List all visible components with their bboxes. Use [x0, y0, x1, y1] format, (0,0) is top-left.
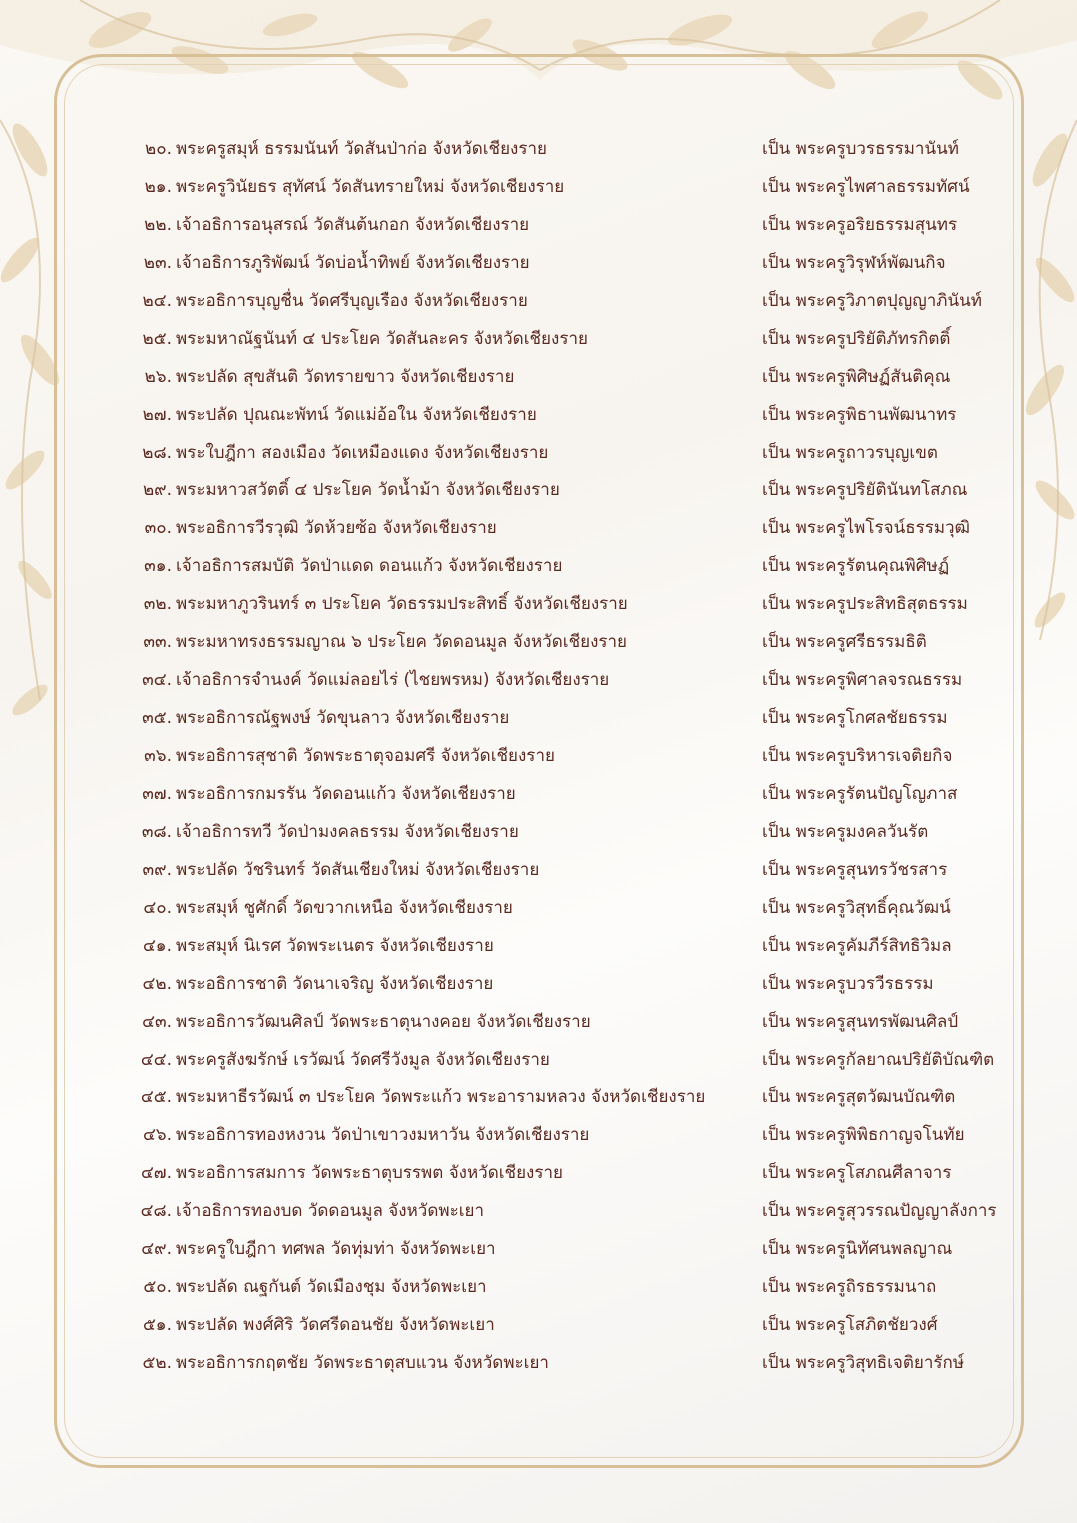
- monk-name: เจ้าอธิการสมบัติ วัดป่าแดด ดอนแก้ว จังหวัดเชียงราย: [176, 556, 563, 577]
- monk-name: พระอธิการชาติ วัดนาเจริญ จังหวัดเชียงราย: [176, 973, 494, 994]
- new-title: เป็น พระครูพิศาลจรณธรรม: [762, 670, 963, 691]
- item-number: ๒๖.: [144, 366, 172, 387]
- item-number: ๒๐.: [145, 139, 172, 159]
- list-item: [120, 320, 1000, 358]
- monk-name: พระปลัด สุขสันติ วัดทรายขาว จังหวัดเชียงราย: [176, 366, 515, 387]
- new-title: เป็น พระครูวิสุทธิเจติยารักษ์: [762, 1353, 965, 1373]
- list-item: [120, 130, 1000, 168]
- list-item: [120, 434, 1000, 472]
- list-item: [120, 965, 1000, 1003]
- monk-name: พระอธิการสมการ วัดพระธาตุบรรพต จังหวัดเชียงราย: [176, 1163, 563, 1184]
- monk-name: พระครูใบฎีกา ทศพล วัดทุ่มท่า จังหวัดพะเยา: [176, 1239, 496, 1260]
- item-number: ๓๗.: [142, 783, 172, 804]
- monk-name: พระใบฎีกา สองเมือง วัดเหมืองแดง จังหวัดเชียงราย: [176, 442, 549, 463]
- item-number: ๔๗.: [140, 1163, 172, 1184]
- item-number: ๔๘.: [140, 1201, 172, 1222]
- item-number: ๓๘.: [141, 821, 172, 842]
- item-number: ๒๙.: [142, 480, 172, 501]
- monk-name: พระมหาภูวรินทร์ ๓ ประโยค วัดธรรมประสิทธิ์ จังหวัดเชียงราย: [176, 594, 628, 615]
- new-title: เป็น พระครูสุนทรพัฒนศิลป์: [762, 1011, 959, 1032]
- list-item: [120, 851, 1000, 889]
- list-item: [120, 623, 1000, 661]
- item-number: ๔๖.: [142, 1125, 172, 1146]
- new-title: เป็น พระครูวิสุทธิ์คุณวัฒน์: [762, 897, 951, 918]
- item-number: ๕๒.: [142, 1353, 172, 1373]
- item-number: ๒๓.: [143, 252, 172, 273]
- monk-name: เจ้าอธิการภูริพัฒน์ วัดบ่อน้ำทิพย์ จังหวัดเชียงราย: [176, 252, 530, 273]
- monk-name: พระปลัด พงศ์ศิริ วัดศรีดอนชัย จังหวัดพะเยา: [176, 1315, 495, 1336]
- new-title: เป็น พระครูถาวรบุญเขต: [762, 442, 938, 463]
- item-number: ๒๘.: [142, 442, 172, 463]
- item-number: ๒๑.: [144, 176, 172, 197]
- new-title: เป็น พระครูประสิทธิสุตธรรม: [762, 594, 968, 615]
- item-number: ๔๒.: [142, 973, 172, 994]
- monk-name: พระอธิการสุชาติ วัดพระธาตุจอมศรี จังหวัดเชียงราย: [176, 746, 555, 766]
- list-item: [120, 509, 1000, 547]
- new-title: เป็น พระครูไพโรจน์ธรรมวุฒิ: [762, 518, 970, 539]
- list-item: [120, 813, 1000, 851]
- list-item: [120, 1306, 1000, 1344]
- monk-name: พระปลัด วัชรินทร์ วัดสันเชียงใหม่ จังหวัดเชียงราย: [176, 859, 540, 880]
- new-title: เป็น พระครูบริหารเจติยกิจ: [762, 746, 953, 766]
- new-title: เป็น พระครูไพศาลธรรมทัศน์: [762, 176, 970, 197]
- item-number: ๓๙.: [142, 859, 172, 880]
- new-title: เป็น พระครูศรีธรรมธิติ: [762, 632, 927, 653]
- monk-name: พระอธิการกมรรัน วัดดอนแก้ว จังหวัดเชียงราย: [176, 783, 516, 804]
- list-item: [120, 699, 1000, 737]
- item-number: ๒๕.: [142, 328, 172, 349]
- item-number: ๔๙.: [141, 1239, 172, 1260]
- monk-name: พระครูสมุห์ ธรรมนันท์ วัดสันป่าก่อ จังหวัดเชียงราย: [176, 139, 547, 159]
- list-item: [120, 775, 1000, 813]
- list-item: [120, 547, 1000, 585]
- monk-name: เจ้าอธิการทวี วัดป่ามงคลธรรม จังหวัดเชียงราย: [176, 821, 519, 842]
- item-number: ๔๓.: [142, 1011, 172, 1032]
- item-number: ๔๔.: [140, 1049, 172, 1070]
- monk-name: เจ้าอธิการอนุสรณ์ วัดสันต้นกอก จังหวัดเชียงราย: [176, 214, 530, 235]
- new-title: เป็น พระครูอริยธรรมสุนทร: [762, 214, 958, 235]
- list-item: [120, 471, 1000, 509]
- new-title: เป็น พระครูปริยัตินันทโสภณ: [762, 480, 968, 501]
- item-number: ๕๑.: [142, 1315, 172, 1336]
- new-title: เป็น พระครูพิศิษฏ์สันติคุณ: [762, 366, 951, 387]
- list-item: [120, 1154, 1000, 1192]
- list-item: [120, 244, 1000, 282]
- new-title: เป็น พระครูสุวรรณปัญญาลังการ: [762, 1201, 997, 1222]
- monk-name: พระมหาณัฐนันท์ ๔ ประโยค วัดสันละคร จังหวัดเชียงราย: [176, 328, 588, 349]
- monk-name: พระปลัด ปุณณะพัทน์ วัดแม่อ้อใน จังหวัดเชียงราย: [176, 404, 537, 425]
- list-item: [120, 661, 1000, 699]
- monk-name: พระอธิการบุญชื่น วัดศรีบุญเรือง จังหวัดเชียงราย: [176, 290, 528, 311]
- new-title: เป็น พระครูโสภิตชัยวงศ์: [762, 1315, 938, 1336]
- new-title: เป็น พระครูพิพิธกาญจโนทัย: [762, 1125, 965, 1146]
- new-title: เป็น พระครูสุตวัฒนบัณฑิต: [762, 1087, 956, 1108]
- new-title: เป็น พระครูนิทัศนพลญาณ: [762, 1239, 953, 1260]
- item-number: ๓๒.: [143, 594, 172, 615]
- item-number: ๓๕.: [142, 708, 172, 729]
- list-item: [120, 1268, 1000, 1306]
- monk-name: เจ้าอธิการทองบด วัดดอนมูล จังหวัดพะเยา: [176, 1201, 485, 1222]
- new-title: เป็น พระครูรัตนคุณพิศิษฏ์: [762, 556, 950, 577]
- list-item: [120, 1078, 1000, 1116]
- new-title: เป็น พระครูรัตนปัญโญภาส: [762, 783, 958, 804]
- new-title: เป็น พระครูถิรธรรมนาถ: [762, 1277, 937, 1298]
- monk-name: พระครูวินัยธร สุทัศน์ วัดสันทรายใหม่ จังหวัดเชียงราย: [176, 176, 565, 197]
- monk-name: พระอธิการทองหงวน วัดป่าเขาวงมหาวัน จังหวัดเชียงราย: [176, 1125, 590, 1146]
- new-title: เป็น พระครูปริยัติภัทรกิตติ์: [762, 328, 951, 349]
- monk-name: พระสมุห์ ชูศักดิ์ วัดขวากเหนือ จังหวัดเชียงราย: [176, 897, 513, 918]
- item-number: ๔๐.: [143, 897, 172, 918]
- monk-name: พระมหาวสวัตติ์ ๔ ประโยค วัดน้ำม้า จังหวัดเชียงราย: [176, 480, 560, 501]
- monk-name: พระมหาธีรวัฒน์ ๓ ประโยค วัดพระแก้ว พระอารามหลวง จังหวัดเชียงราย: [176, 1087, 706, 1108]
- item-number: ๕๐.: [143, 1277, 172, 1298]
- monk-name: พระอธิการวีรวุฒิ วัดห้วยซ้อ จังหวัดเชียงราย: [176, 518, 497, 539]
- monk-name: พระอธิการวัฒนศิลป์ วัดพระธาตุนางคอย จังหวัดเชียงราย: [176, 1011, 591, 1032]
- item-number: ๓๑.: [144, 556, 172, 577]
- list-item: [120, 396, 1000, 434]
- new-title: เป็น พระครูวิรุฬห์พัฒนกิจ: [762, 252, 946, 273]
- item-number: ๔๕.: [140, 1087, 172, 1108]
- item-number: ๓๓.: [143, 632, 172, 653]
- monk-name: พระมหาทรงธรรมญาณ ๖ ประโยค วัดดอนมูล จังหวัดเชียงราย: [176, 632, 628, 653]
- new-title: เป็น พระครูวิภาตปุญญาภินันท์: [762, 290, 982, 311]
- new-title: เป็น พระครูสุนทรวัชรสาร: [762, 859, 948, 880]
- monk-name: พระปลัด ณฐกันต์ วัดเมืองชุม จังหวัดพะเยา: [176, 1277, 487, 1298]
- list-item: [120, 1041, 1000, 1079]
- item-number: ๓๖.: [144, 746, 172, 766]
- new-title: เป็น พระครูโสภณศีลาจาร: [762, 1163, 952, 1184]
- list-item: [120, 206, 1000, 244]
- list-item: [120, 282, 1000, 320]
- new-title: เป็น พระครูพิธานพัฒนาทร: [762, 404, 957, 425]
- monk-name: พระครูสังฆรักษ์ เรวัฒน์ วัดศรีวังมูล จังหวัดเชียงราย: [176, 1049, 550, 1070]
- list-item: [120, 585, 1000, 623]
- list-item: [120, 889, 1000, 927]
- new-title: เป็น พระครูบวรวีรธรรม: [762, 973, 934, 994]
- list-item: [120, 737, 1000, 775]
- list-item: [120, 1192, 1000, 1230]
- list-item: [120, 927, 1000, 965]
- item-number: ๒๒.: [144, 214, 172, 235]
- list-item: [120, 1116, 1000, 1154]
- monk-name: เจ้าอธิการจำนงค์ วัดแม่ลอยไร่ (ไชยพรหม) จังหวัดเชียงราย: [176, 670, 610, 691]
- new-title: เป็น พระครูกัลยาณปริยัติบัณฑิต: [762, 1049, 995, 1070]
- item-number: ๓๐.: [144, 518, 172, 539]
- list-item: [120, 358, 1000, 396]
- list-item: [120, 168, 1000, 206]
- list-item: [120, 1344, 1000, 1382]
- monk-name: พระอธิการกฤตชัย วัดพระธาตุสบแวน จังหวัดพะเยา: [176, 1353, 549, 1373]
- appointment-list: [120, 130, 1000, 1382]
- new-title: เป็น พระครูมงคลวันรัต: [762, 821, 929, 842]
- item-number: ๔๑.: [142, 935, 172, 956]
- item-number: ๒๗.: [142, 404, 172, 425]
- monk-name: พระอธิการณัฐพงษ์ วัดขุนลาว จังหวัดเชียงราย: [176, 708, 510, 729]
- new-title: เป็น พระครูบวรธรรมานันท์: [762, 139, 959, 159]
- new-title: เป็น พระครูคัมภีร์สิทธิวิมล: [762, 935, 952, 956]
- list-item: [120, 1230, 1000, 1268]
- monk-name: พระสมุห์ นิเรศ วัดพระเนตร จังหวัดเชียงราย: [176, 935, 494, 956]
- new-title: เป็น พระครูโกศลชัยธรรม: [762, 708, 948, 729]
- item-number: ๓๔.: [142, 670, 172, 691]
- item-number: ๒๔.: [142, 290, 172, 311]
- list-item: [120, 1003, 1000, 1041]
